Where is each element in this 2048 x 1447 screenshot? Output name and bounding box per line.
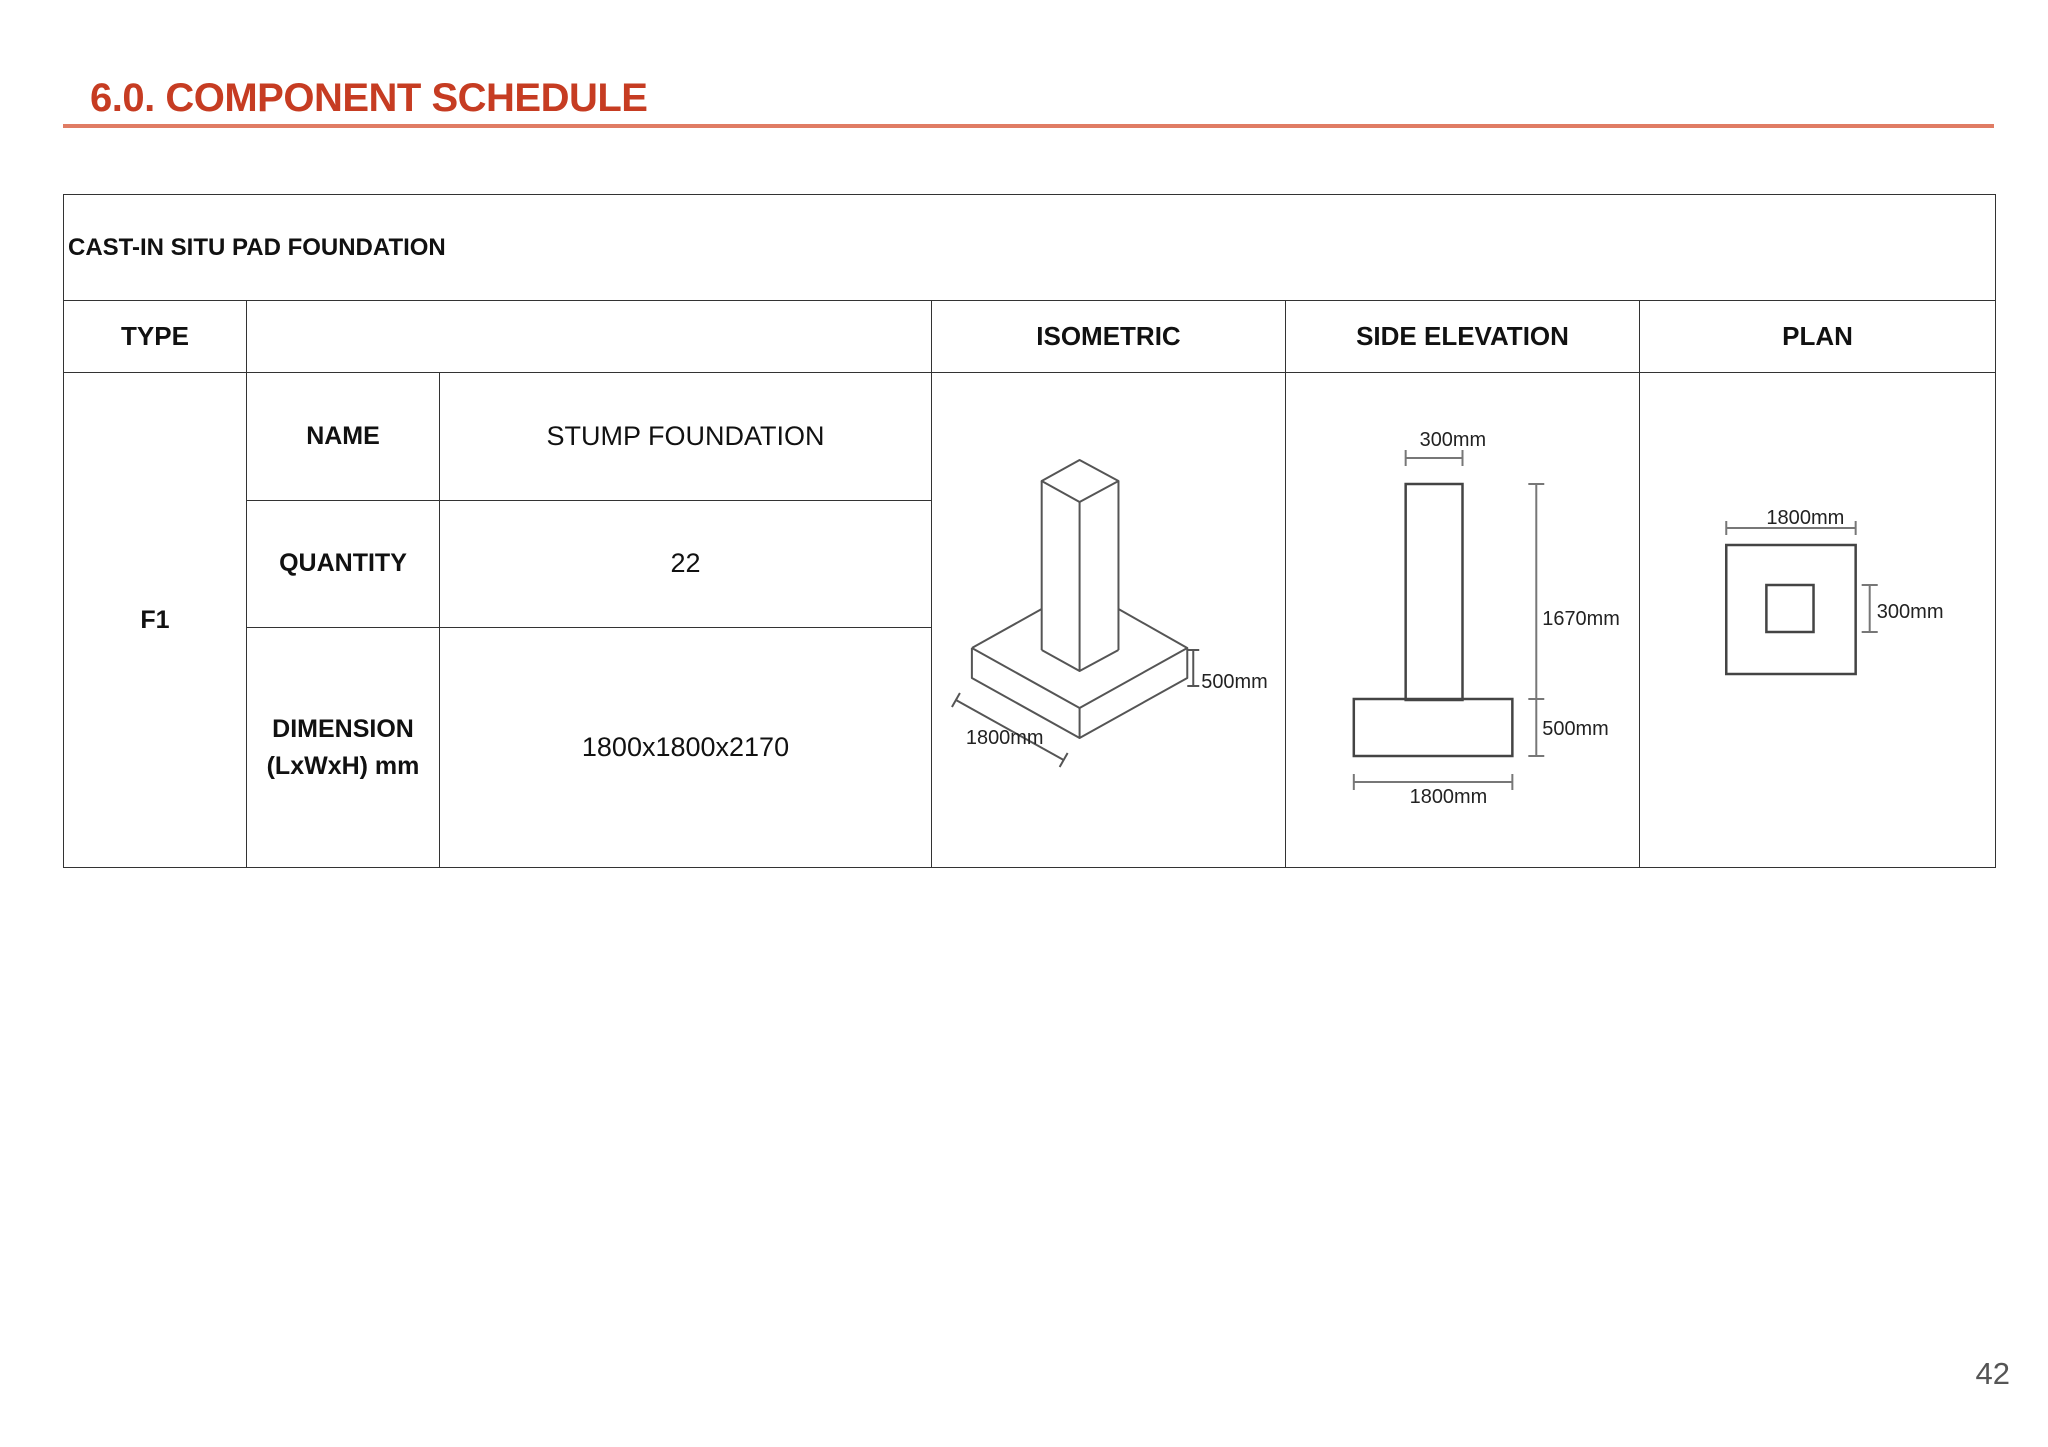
header-row [64, 301, 1996, 373]
header-plan: PLAN [1640, 301, 1996, 373]
elev-dim-bottom: 1800mm [1409, 785, 1488, 809]
iso-dim-length: 1800mm [965, 726, 1044, 750]
page-number: 42 [1975, 1356, 2010, 1391]
table-row-name [64, 373, 1996, 501]
section-title-row [64, 195, 1996, 301]
type-value: F1 [64, 373, 247, 868]
header-type: TYPE [64, 301, 247, 373]
page-title: 6.0. COMPONENT SCHEDULE [90, 76, 648, 120]
plan-drawing-cell [1640, 373, 1996, 868]
side-elevation-drawing [1286, 373, 1639, 867]
quantity-label: QUANTITY [247, 500, 440, 628]
elev-dim-base: 500mm [1542, 717, 1609, 741]
dimension-label-line2: (LxWxH) mm [266, 751, 420, 780]
isometric-drawing-cell [932, 373, 1286, 868]
title-rule [63, 124, 1994, 128]
quantity-value: 22 [440, 500, 932, 628]
dimension-label-line1: DIMENSION [272, 714, 414, 743]
component-schedule-table [63, 194, 1996, 868]
plan-dim-side: 300mm [1876, 601, 1944, 623]
dimension-label [247, 628, 440, 868]
side-elevation-drawing-cell [1286, 373, 1640, 868]
plan-drawing [1640, 373, 1995, 867]
name-label: NAME [247, 373, 440, 501]
plan-dim-top: 1800mm [1766, 507, 1845, 529]
header-blank [247, 301, 932, 373]
iso-dim-height: 500mm [1201, 670, 1268, 694]
header-isometric: ISOMETRIC [932, 301, 1286, 373]
elev-dim-top: 300mm [1419, 428, 1487, 452]
header-side-elevation: SIDE ELEVATION [1286, 301, 1640, 373]
name-value: STUMP FOUNDATION [440, 373, 932, 501]
elev-dim-column: 1670mm [1542, 607, 1620, 631]
isometric-drawing [932, 373, 1285, 867]
dimension-value: 1800x1800x2170 [440, 628, 932, 868]
section-title: CAST-IN SITU PAD FOUNDATION [64, 195, 1996, 301]
